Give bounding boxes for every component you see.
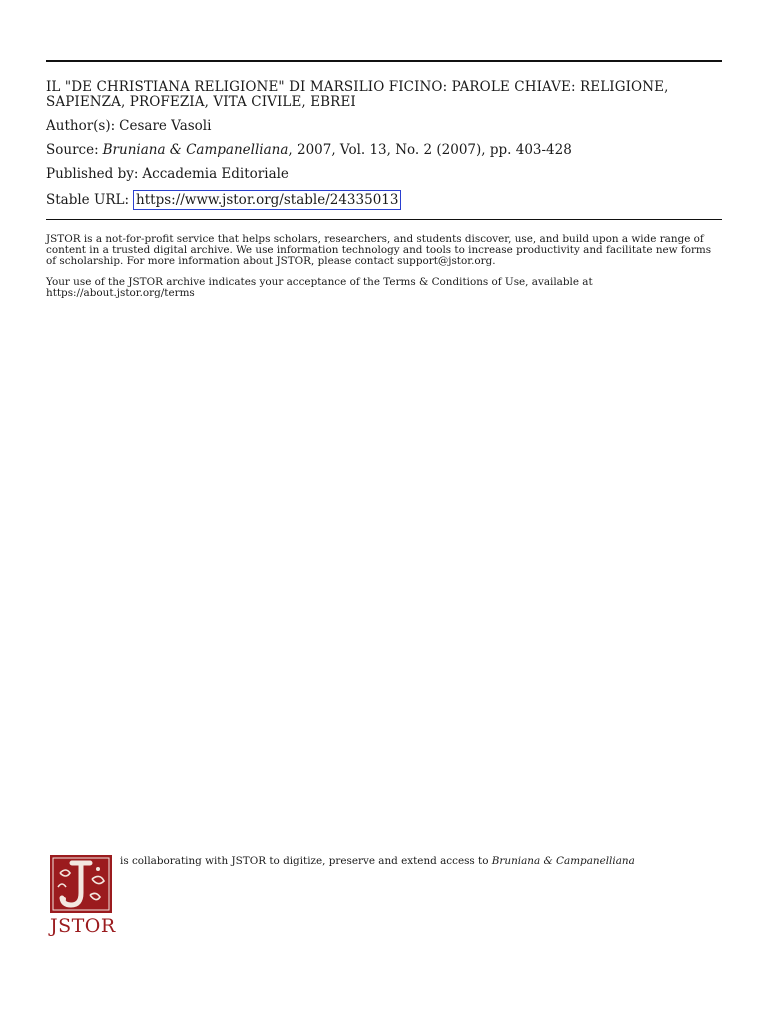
publisher-line — [46, 166, 722, 182]
stable-url-line — [46, 190, 722, 210]
collaboration-text: is collaborating with JSTOR to digitize, preserve and extend access to — [120, 855, 492, 867]
authors-label: Author(s): — [46, 118, 116, 134]
publisher-label: Published by: — [46, 166, 139, 182]
divider-rule — [46, 219, 722, 220]
collaboration-statement — [120, 855, 635, 867]
publisher-value: Accademia Editoriale — [142, 166, 289, 182]
source-line — [46, 142, 722, 158]
authors-line — [46, 118, 722, 134]
notice-paragraph-2: Your use of the JSTOR archive indicates your acceptance of the Terms & Conditions of Use, available at https://about.jstor.org/terms — [46, 276, 593, 299]
source-label: Source: — [46, 142, 99, 158]
jstor-logo — [50, 855, 114, 937]
source-journal: Bruniana & Campanelliana — [102, 142, 289, 158]
stable-url-link[interactable]: https://www.jstor.org/stable/24335013 — [133, 190, 401, 210]
source-details: , 2007, Vol. 13, No. 2 (2007), pp. 403-428 — [288, 142, 572, 158]
stable-url-label: Stable URL: — [46, 192, 130, 208]
jstor-logo-text: JSTOR — [50, 915, 116, 937]
jstor-notice — [46, 234, 722, 309]
jstor-emblem-icon — [50, 855, 112, 913]
collaboration-journal: Bruniana & Campanelliana — [491, 855, 635, 867]
article-metadata — [46, 80, 722, 218]
notice-paragraph-1: JSTOR is a not-for-profit service that helps scholars, researchers, and students discover, use, and build upon a wide range of content in a trusted digital archive. We use information technology and tools to increase productivity and facilitate new forms of scholarship. For more information about JSTOR, please contact support@jstor.org. — [46, 233, 712, 267]
authors-value: Cesare Vasoli — [119, 118, 212, 134]
top-rule — [46, 60, 722, 62]
article-title: IL "DE CHRISTIANA RELIGIONE" DI MARSILIO FICINO: PAROLE CHIAVE: RELIGIONE, SAPIENZA, PROFEZIA, VITA CIVILE, EBREI — [46, 79, 669, 110]
